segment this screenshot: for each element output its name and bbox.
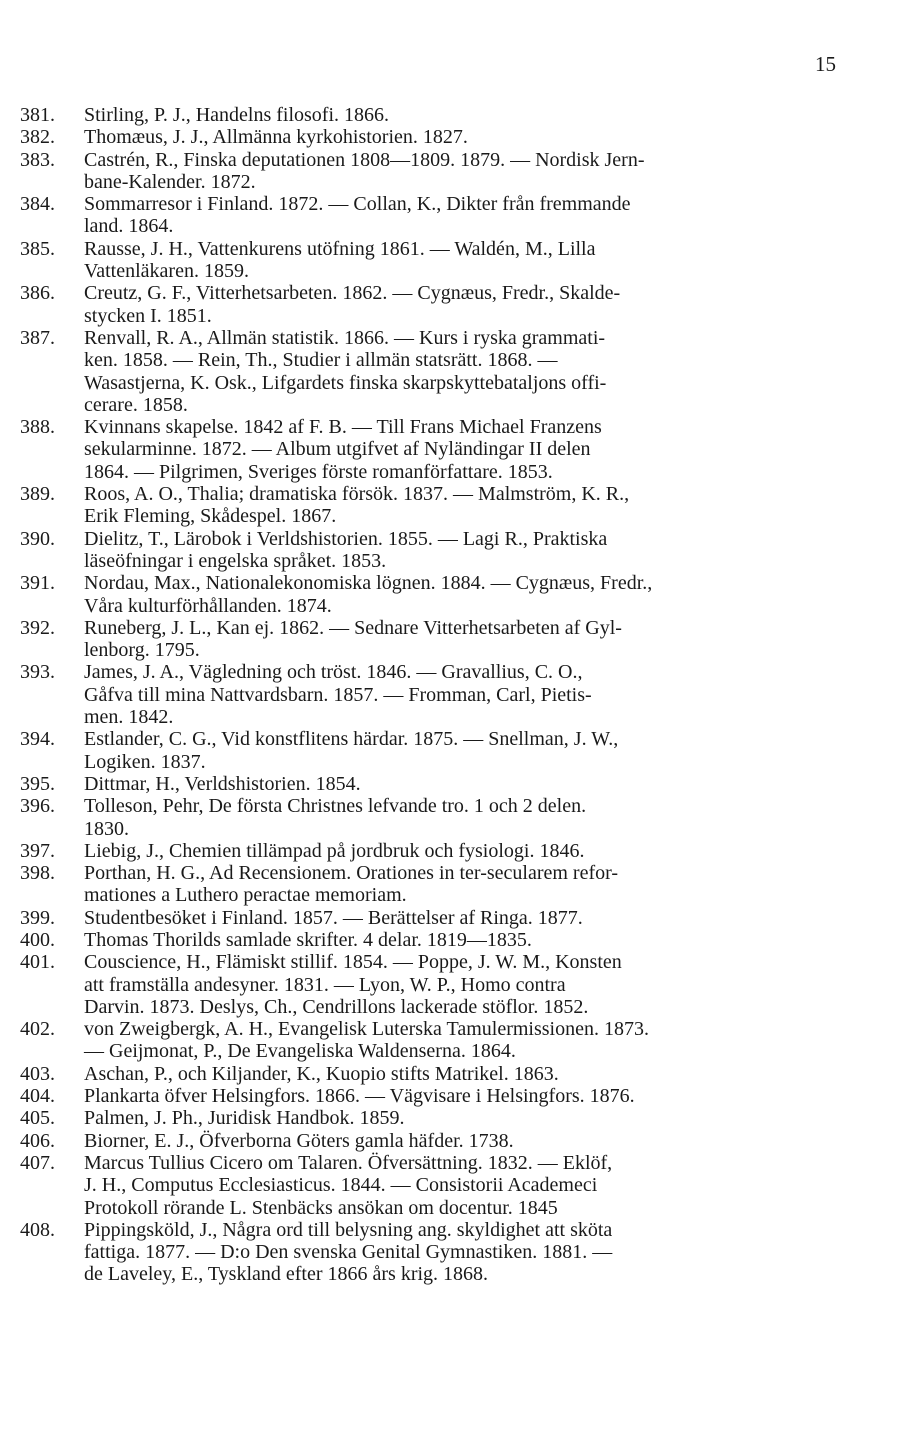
entry-number: 390. bbox=[20, 527, 55, 550]
entry-line: Porthan, H. G., Ad Recensionem. Orationes in ter-secularem refor- bbox=[84, 862, 619, 885]
entry-line: Erik Fleming, Skådespel. 1867. bbox=[84, 505, 337, 528]
entry-line: Dittmar, H., Verldshistorien. 1854. bbox=[84, 772, 361, 795]
entry-line: Liebig, J., Chemien tillämpad på jordbruk och fysiologi. 1846. bbox=[84, 839, 585, 862]
entry-text bbox=[84, 238, 900, 283]
entry-line: Vattenläkaren. 1859. bbox=[84, 260, 249, 283]
entry-line: Castrén, R., Finska deputationen 1808—1809. 1879. — Nordisk Jern- bbox=[84, 148, 645, 171]
entry-line: ken. 1858. — Rein, Th., Studier i allmän statsrätt. 1868. — bbox=[84, 349, 558, 372]
entry-line: de Laveley, E., Tyskland efter 1866 års krig. 1868. bbox=[84, 1263, 489, 1286]
entry-line: Renvall, R. A., Allmän statistik. 1866. — Kurs i ryska grammati- bbox=[84, 326, 606, 349]
entry-number: 397. bbox=[20, 839, 55, 862]
entry-line: läseöfningar i engelska språket. 1853. bbox=[84, 549, 387, 572]
entry-number: 383. bbox=[20, 148, 55, 171]
entry-number: 405. bbox=[20, 1107, 55, 1130]
entry-line: men. 1842. bbox=[84, 706, 174, 729]
entry-line: Creutz, G. F., Vitterhetsarbeten. 1862. — Cygnæus, Fredr., Skalde- bbox=[84, 282, 621, 305]
entry-number: 382. bbox=[20, 126, 55, 149]
entry-text bbox=[84, 327, 900, 416]
catalog-entry bbox=[20, 483, 900, 528]
entry-line: bane-Kalender. 1872. bbox=[84, 170, 256, 193]
entry-line: Estlander, C. G., Vid konstflitens härdar. 1875. — Snellman, J. W., bbox=[84, 728, 619, 751]
entry-number: 384. bbox=[20, 193, 55, 216]
entry-text bbox=[84, 416, 900, 483]
entry-text bbox=[84, 929, 900, 951]
catalog-entry bbox=[20, 149, 900, 194]
entry-line: Protokoll rörande L. Stenbäcks ansökan om docentur. 1845 bbox=[84, 1196, 558, 1219]
catalog-entry bbox=[20, 572, 900, 617]
catalog-entry bbox=[20, 238, 900, 283]
entry-line: Pippingsköld, J., Några ord till belysning ang. skyldighet att sköta bbox=[84, 1218, 613, 1241]
entry-text bbox=[84, 795, 900, 840]
entry-line: 1830. bbox=[84, 817, 129, 840]
entry-number: 392. bbox=[20, 616, 55, 639]
entry-line: sekularminne. 1872. — Album utgifvet af Nyländingar II delen bbox=[84, 438, 591, 461]
entry-text bbox=[84, 951, 900, 1018]
entry-number: 386. bbox=[20, 282, 55, 305]
entry-number: 388. bbox=[20, 416, 55, 439]
catalog-entry bbox=[20, 1152, 900, 1219]
catalog-entry bbox=[20, 617, 900, 662]
entry-line: Studentbesöket i Finland. 1857. — Berättelser af Ringa. 1877. bbox=[84, 906, 583, 929]
entry-line: att framställa andesyner. 1831. — Lyon, W. P., Homo contra bbox=[84, 973, 566, 996]
entry-number: 398. bbox=[20, 862, 55, 885]
entry-number: 406. bbox=[20, 1129, 55, 1152]
entry-line: Tolleson, Pehr, De första Christnes lefvande tro. 1 och 2 delen. bbox=[84, 795, 587, 818]
entry-line: Nordau, Max., Nationalekonomiska lögnen. 1884. — Cygnæus, Fredr., bbox=[84, 572, 653, 595]
entry-text bbox=[84, 1085, 900, 1107]
entry-number: 401. bbox=[20, 951, 55, 974]
catalog-entry bbox=[20, 126, 900, 148]
entry-text bbox=[84, 1130, 900, 1152]
catalog-entry bbox=[20, 907, 900, 929]
entry-text bbox=[84, 840, 900, 862]
entry-line: Couscience, H., Flämiskt stillif. 1854. — Poppe, J. W. M., Konsten bbox=[84, 951, 622, 974]
entry-text bbox=[84, 617, 900, 662]
entry-line: Marcus Tullius Cicero om Talaren. Öfversättning. 1832. — Eklöf, bbox=[84, 1151, 613, 1174]
entry-line: Palmen, J. Ph., Juridisk Handbok. 1859. bbox=[84, 1107, 405, 1130]
entry-line: Sommarresor i Finland. 1872. — Collan, K., Dikter från fremmande bbox=[84, 193, 631, 216]
entry-line: Biorner, E. J., Öfverborna Göters gamla häfder. 1738. bbox=[84, 1129, 514, 1152]
entry-line: James, J. A., Vägledning och tröst. 1846. — Gravallius, C. O., bbox=[84, 661, 583, 684]
entry-text bbox=[84, 282, 900, 327]
catalog-entry bbox=[20, 282, 900, 327]
entry-line: Plankarta öfver Helsingfors. 1866. — Vägvisare i Helsingfors. 1876. bbox=[84, 1085, 635, 1108]
catalog-entry bbox=[20, 416, 900, 483]
catalog-entry bbox=[20, 728, 900, 773]
entry-text bbox=[84, 126, 900, 148]
entry-line: fattiga. 1877. — D:o Den svenska Genital Gymnastiken. 1881. — bbox=[84, 1241, 613, 1264]
catalog-entry-list bbox=[20, 104, 900, 1286]
catalog-entry bbox=[20, 528, 900, 573]
entry-line: Thomæus, J. J., Allmänna kyrkohistorien. 1827. bbox=[84, 126, 468, 149]
entry-number: 389. bbox=[20, 483, 55, 506]
catalog-entry bbox=[20, 795, 900, 840]
entry-line: 1864. — Pilgrimen, Sveriges förste romanförfattare. 1853. bbox=[84, 460, 553, 483]
entry-number: 391. bbox=[20, 572, 55, 595]
entry-text bbox=[84, 1219, 900, 1286]
entry-text bbox=[84, 1063, 900, 1085]
entry-number: 407. bbox=[20, 1151, 55, 1174]
catalog-entry bbox=[20, 327, 900, 416]
entry-number: 393. bbox=[20, 661, 55, 684]
entry-number: 400. bbox=[20, 928, 55, 951]
entry-number: 404. bbox=[20, 1085, 55, 1108]
catalog-entry bbox=[20, 1085, 900, 1107]
entry-line: Aschan, P., och Kiljander, K., Kuopio stifts Matrikel. 1863. bbox=[84, 1062, 559, 1085]
entry-line: cerare. 1858. bbox=[84, 393, 188, 416]
entry-number: 385. bbox=[20, 237, 55, 260]
entry-text bbox=[84, 104, 900, 126]
entry-line: stycken I. 1851. bbox=[84, 304, 212, 327]
entry-line: Stirling, P. J., Handelns filosofi. 1866. bbox=[84, 104, 390, 126]
entry-line: von Zweigbergk, A. H., Evangelisk Luterska Tamulermissionen. 1873. bbox=[84, 1018, 649, 1041]
catalog-entry bbox=[20, 773, 900, 795]
entry-text bbox=[84, 193, 900, 238]
entry-text bbox=[84, 728, 900, 773]
entry-line: Darvin. 1873. Deslys, Ch., Cendrillons lackerade stöflor. 1852. bbox=[84, 995, 589, 1018]
catalog-entry bbox=[20, 1063, 900, 1085]
catalog-entry bbox=[20, 1107, 900, 1129]
entry-number: 402. bbox=[20, 1018, 55, 1041]
entry-line: Gåfva till mina Nattvardsbarn. 1857. — Fromman, Carl, Pietis- bbox=[84, 683, 592, 706]
entry-line: J. H., Computus Ecclesiasticus. 1844. — Consistorii Academeci bbox=[84, 1174, 598, 1197]
catalog-entry bbox=[20, 1219, 900, 1286]
entry-line: — Geijmonat, P., De Evangeliska Waldenserna. 1864. bbox=[84, 1040, 516, 1063]
catalog-entry bbox=[20, 929, 900, 951]
entry-text bbox=[84, 661, 900, 728]
entry-line: Kvinnans skapelse. 1842 af F. B. — Till Frans Michael Franzens bbox=[84, 416, 602, 439]
catalog-entry bbox=[20, 840, 900, 862]
entry-line: Våra kulturförhållanden. 1874. bbox=[84, 594, 332, 617]
catalog-entry bbox=[20, 661, 900, 728]
entry-text bbox=[84, 1018, 900, 1063]
entry-text bbox=[84, 907, 900, 929]
entry-line: Thomas Thorilds samlade skrifter. 4 delar. 1819—1835. bbox=[84, 928, 532, 951]
entry-text bbox=[84, 862, 900, 907]
entry-text bbox=[84, 149, 900, 194]
entry-line: Dielitz, T., Lärobok i Verldshistorien. 1855. — Lagi R., Praktiska bbox=[84, 527, 608, 550]
catalog-entry bbox=[20, 1130, 900, 1152]
catalog-entry bbox=[20, 1018, 900, 1063]
catalog-entry bbox=[20, 951, 900, 1018]
entry-number: 381. bbox=[20, 104, 55, 126]
entry-number: 396. bbox=[20, 795, 55, 818]
entry-text bbox=[84, 1107, 900, 1129]
entry-text bbox=[84, 773, 900, 795]
entry-text bbox=[84, 483, 900, 528]
entry-number: 399. bbox=[20, 906, 55, 929]
entry-line: Roos, A. O., Thalia; dramatiska försök. 1837. — Malmström, K. R., bbox=[84, 483, 630, 506]
entry-number: 408. bbox=[20, 1218, 55, 1241]
entry-text bbox=[84, 1152, 900, 1219]
catalog-entry bbox=[20, 104, 900, 126]
entry-line: mationes a Luthero peractae memoriam. bbox=[84, 884, 407, 907]
entry-number: 387. bbox=[20, 326, 55, 349]
entry-line: Rausse, J. H., Vattenkurens utöfning 1861. — Waldén, M., Lilla bbox=[84, 237, 596, 260]
page-number: 15 bbox=[815, 52, 836, 76]
entry-number: 395. bbox=[20, 772, 55, 795]
catalog-entry bbox=[20, 193, 900, 238]
entry-text bbox=[84, 572, 900, 617]
entry-line: land. 1864. bbox=[84, 215, 174, 238]
catalog-entry bbox=[20, 862, 900, 907]
entry-text bbox=[84, 528, 900, 573]
entry-line: Runeberg, J. L., Kan ej. 1862. — Sednare Vitterhetsarbeten af Gyl- bbox=[84, 616, 622, 639]
entry-line: Wasastjerna, K. Osk., Lifgardets finska skarpskyttebataljons offi- bbox=[84, 371, 607, 394]
entry-number: 394. bbox=[20, 728, 55, 751]
entry-line: Logiken. 1837. bbox=[84, 750, 206, 773]
entry-line: lenborg. 1795. bbox=[84, 639, 200, 662]
entry-number: 403. bbox=[20, 1062, 55, 1085]
